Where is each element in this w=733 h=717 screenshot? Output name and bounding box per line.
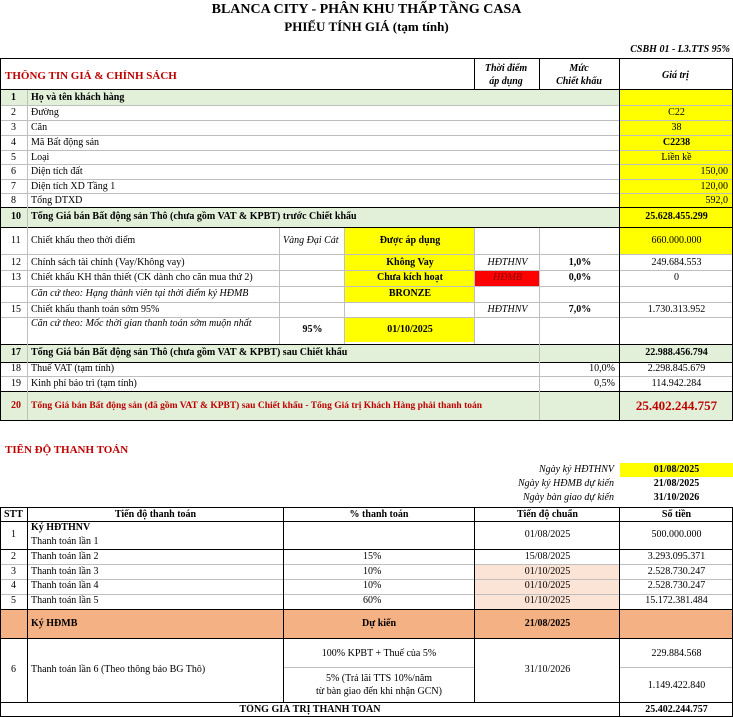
row-label: Mã Bất động sản [31, 137, 100, 148]
row-pct: 60% [363, 595, 382, 606]
row-stt: 4 [11, 580, 16, 591]
price-section-heading: THÔNG TIN GIÁ & CHÍNH SÁCH [5, 70, 177, 82]
row-date: 01/10/2025 [524, 566, 571, 577]
row-value: Liền kề [661, 152, 692, 163]
policy-code: CSBH 01 - L3.TTS 95% [630, 44, 730, 55]
row-title: Ký HĐTHNV [31, 522, 91, 533]
row-date: 01/10/2025 [524, 595, 571, 606]
row-status: BRONZE [388, 288, 432, 299]
row-stt: 5 [11, 595, 16, 606]
grand-total-value: 25.402.244.757 [635, 398, 718, 413]
row-no: 1 [11, 92, 16, 103]
row-date: 01/08/2025 [524, 529, 571, 540]
row-no: 18 [11, 363, 21, 374]
row-stt: 6 [11, 664, 16, 675]
payment-total-value: 25.402.244.757 [645, 704, 708, 715]
payment-section-heading: TIẾN ĐỘ THANH TOÁN [5, 444, 129, 456]
col-percent: % thanh toán [349, 509, 409, 520]
row-label: Thanh toán lần 5 [31, 595, 99, 606]
row-amount: 3.293.095.371 [647, 551, 706, 562]
row-label: Diện tích XD Tầng 1 [31, 181, 116, 192]
row-no: 4 [11, 137, 16, 148]
row-no: 19 [11, 378, 21, 389]
row-rate: 10,0% [589, 363, 615, 374]
row-label: Thanh toán lần 2 [31, 551, 99, 562]
date-label: Ngày ký HĐMB dự kiến [518, 478, 614, 489]
row-stt: 3 [11, 566, 16, 577]
document-subtitle: PHIẾU TÍNH GIÁ (tạm tính) [284, 19, 449, 34]
row-value: 592,0 [705, 195, 728, 206]
col-time-header-1: Thời điểm [484, 63, 528, 74]
row-amount-a: 229.884.568 [651, 648, 702, 659]
hdmb-label: Ký HĐMB [31, 618, 78, 629]
row-no: 15 [11, 304, 21, 315]
row-value: C2238 [662, 137, 691, 148]
row-pct-a: 100% KPBT + Thuế của 5% [321, 648, 437, 659]
hdmb-date: 21/08/2025 [524, 618, 571, 629]
row-date: 01/10/2025 [524, 580, 571, 591]
row-no: 20 [11, 400, 21, 411]
row-pct: 15% [363, 551, 382, 562]
row-rate: 7,0% [568, 304, 592, 315]
row-basis: HĐTHNV [487, 304, 528, 315]
date-label: Ngày bàn giao dự kiến [523, 492, 614, 503]
row-status: Chưa kích hoạt [376, 272, 443, 283]
col-standard-date: Tiến độ chuẩn [517, 509, 578, 520]
row-label: Căn [31, 122, 48, 133]
row-amount: 500.000.000 [651, 529, 702, 540]
row-label: Họ và tên khách hàng [31, 92, 125, 103]
row-value: 249.684.553 [651, 257, 702, 268]
row-value: 22.988.456.794 [645, 347, 708, 358]
row-value: 114.942.284 [651, 378, 702, 389]
row-no: 11 [11, 235, 21, 246]
row-stt: 2 [11, 551, 16, 562]
col-time-header-2: áp dụng [489, 76, 523, 87]
col-amount: Số tiền [661, 509, 692, 520]
row-rate: 0,5% [594, 378, 615, 389]
row-value: 25.628.455.299 [645, 211, 708, 222]
row-no: 7 [11, 181, 16, 192]
row-value: 120,00 [700, 181, 728, 192]
row-status: Được áp dụng [379, 235, 441, 246]
row-label: Thanh toán lần 6 (Theo thông báo BG Thô) [31, 664, 206, 675]
row-value: 660.000.000 [651, 235, 702, 246]
row-pct: 10% [363, 580, 382, 591]
row-amount-b: 1.149.422.840 [647, 680, 706, 691]
date-value: 31/10/2026 [653, 492, 700, 503]
row-no: 12 [11, 257, 21, 268]
row-pct: 95% [302, 324, 323, 335]
row-label: Kinh phí bảo trì (tạm tính) [31, 378, 137, 389]
row-rate: 1,0% [568, 257, 592, 268]
grand-total-label: Tổng Giá bán Bất động sản (đã gồm VAT & KPBT) sau Chiết khấu - Tổng Giá trị Khách Hàng phải thanh toán [31, 401, 483, 411]
row-label: Tổng Giá bán Bất động sản Thô (chưa gồm VAT & KPBT) sau Chiết khấu [31, 347, 348, 358]
hdmb-pct: Dự kiến [361, 618, 397, 629]
row-amount: 2.528.730.247 [647, 580, 706, 591]
date-label: Ngày ký HĐTHNV [539, 464, 614, 475]
row-no: 5 [11, 152, 16, 163]
row-label: Căn cứ theo: Mốc thời gian thanh toán sớm muộn nhất [31, 318, 252, 329]
col-value-header: Giá trị [662, 70, 689, 81]
row-no: 17 [11, 347, 21, 358]
row-date: 31/10/2026 [524, 664, 571, 675]
row-pct: 10% [363, 566, 382, 577]
row-amount: 2.528.730.247 [647, 566, 706, 577]
row-value: 150,00 [700, 166, 728, 177]
row-value: 2.298.845.679 [647, 363, 706, 374]
payment-total-label: TỔNG GIÁ TRỊ THANH TOÁN [239, 704, 381, 715]
row-label: Đường [31, 107, 59, 118]
row-label: Tổng Giá bán Bất động sản Thô (chưa gồm VAT & KPBT) trước Chiết khấu [31, 211, 357, 222]
row-date: 15/08/2025 [524, 551, 571, 562]
row-label: Loại [31, 152, 50, 163]
date-value: 21/08/2025 [653, 478, 700, 489]
row-value: C22 [668, 107, 685, 118]
row-no: 2 [11, 107, 16, 118]
row-stt: 1 [11, 529, 16, 540]
row-no: 13 [11, 272, 21, 283]
row-label: Chiết khấu thanh toán sớm 95% [31, 304, 160, 315]
row-label: Diện tích đất [31, 166, 83, 177]
row-value: 0 [674, 272, 679, 283]
row-label: Thanh toán lần 1 [31, 536, 99, 547]
col-schedule: Tiến độ thanh toán [114, 509, 197, 520]
row-note: Vàng Đại Cát [283, 235, 339, 246]
row-pct-b-line1: 5% (Trả lãi TTS 10%/năm [325, 673, 433, 684]
row-label: Thuế VAT (tạm tính) [31, 363, 115, 374]
row-pct-b-line2: từ bàn giao đến khi nhận GCN) [316, 686, 442, 697]
row-status: Không Vay [386, 257, 434, 268]
row-label: Tổng DTXD [31, 195, 83, 206]
row-label: Chiết khấu theo thời điểm [31, 235, 136, 246]
row-basis: HĐMB [493, 272, 522, 283]
row-no: 8 [11, 195, 16, 206]
row-label: Chiết khấu KH thân thiết (CK dành cho căn mua thứ 2) [31, 272, 253, 283]
col-discount-header-1: Mức [569, 63, 589, 74]
row-rate: 0,0% [568, 272, 592, 283]
document-title: BLANCA CITY - PHÂN KHU THẤP TẦNG CASA [211, 2, 522, 17]
row-value: 38 [671, 122, 682, 133]
row-no: 3 [11, 122, 16, 133]
row-value: 1.730.313.952 [647, 304, 706, 315]
row-basis: HĐTHNV [487, 257, 528, 268]
row-label: Chính sách tài chính (Vay/Không vay) [31, 257, 185, 268]
col-stt: STT [4, 509, 23, 520]
row-amount: 15.172.381.484 [645, 595, 708, 606]
row-label: Thanh toán lần 3 [31, 566, 99, 577]
row-no: 10 [11, 211, 21, 222]
row-date: 01/10/2025 [387, 324, 433, 335]
col-discount-header-2: Chiết khấu [556, 76, 602, 87]
date-value: 01/08/2025 [653, 464, 700, 475]
row-no: 6 [11, 166, 16, 177]
row-label: Căn cứ theo: Hạng thành viên tại thời điểm ký HĐMB [31, 288, 249, 299]
row-label: Thanh toán lần 4 [31, 580, 99, 591]
